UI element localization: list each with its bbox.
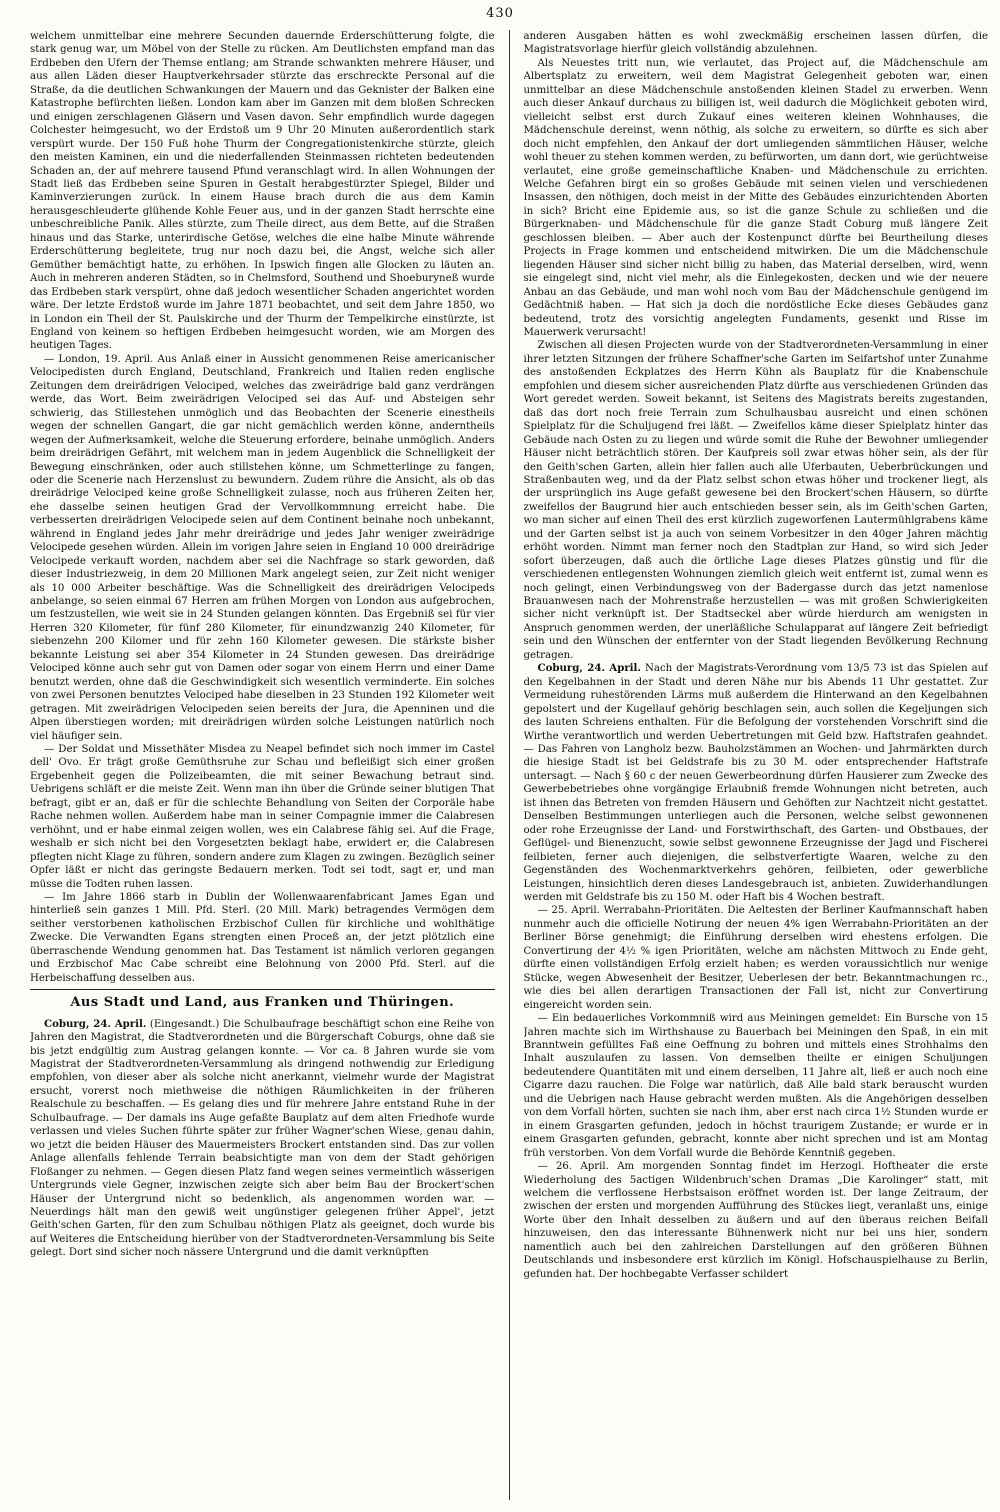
- column-separator: [509, 30, 510, 1500]
- dateline: Coburg, 24. April.: [44, 1017, 147, 1030]
- article-paragraph: [30, 1018, 495, 1260]
- article-paragraph: — 26. April. Am morgenden Sonntag findet im Herzogl. Hoftheater die erste Wiederholung des 5actigen Wildenbruch'schen Dramas „Die Karolinger“ statt, mit welchem die verflossene Herbstsaison eröffnet worden ist. Der lange Zeitraum, der zwischen der ersten und morgenden Aufführung des Stückes liegt, veranlaßt uns, einige Worte über den Inhalt desselben zu äußern und auf den überaus reichen Beifall hinzuweisen, den das interessante Bühnenwerk nicht nur bei uns hier, sondern namentlich auch bei den zahlreichen Darstellungen auf den größeren Bühnen Deutschlands und insbesondere erst kürzlich im Königl. Hofschauspielhause zu Berlin, gefunden hat. Der hochbegabte Verfasser schildert: [523, 1161, 988, 1280]
- section-divider: [30, 989, 495, 990]
- article-paragraph: [524, 662, 989, 904]
- article-paragraph: — 25. April. Werrabahn-Prioritäten. Die Aeltesten der Berliner Kaufmannschaft haben nunmehr auch die officielle Notirung der neuen 4% igen Werrabahn-Prioritäten an der Berliner Börse genehmigt; die Einführung derselben wird ehestens erfolgen. Die Convertirung der 4½ % igen Prioritäten, welche am nächsten Mittwoch zu Ende geht, dürfte einen vollständigen Erfolg erzielt haben; es werden voraussichtlich nur wenige Stücke, wegen Abwesenheit der Besitzer, Ueberlesen der betr. Bekanntmachungen rc., wie dies bei allen derartigen Transactionen der Fall ist, nicht zur Convertirung eingereicht worden sein.: [523, 905, 988, 1011]
- article-paragraph: welchem unmittelbar eine mehrere Secunden dauernde Erderschütterung folgte, die stark genug war, um Möbel von der Stelle zu rücken. Am Deutlichsten empfand man das Erdbeben den Ufern der Themse entlang; am Strande schwankten mehrere Häuser, und aus allen Läden dieser Hauptverkehrsader stürzte das erschreckte Personal auf die Straße, da die deutlichen Schwankungen der Mauern und das Geknister der Balken eine Katastrophe befürchten ließen. London kam aber im Ganzen mit dem bloßen Schrecken und einigen zerschlagenen Gläsern und Vasen davon. Sehr empfindlich wurde dagegen Colchester heimgesucht, wo der Erdstoß um 9 Uhr 20 Minuten außerordentlich stark verspürt wurde. Der 150 Fuß hohe Thurm der Congregationistenkirche stürzte, gleich den meisten Kaminen, ein und die niederfallenden Steinmassen richteten bedeutenden Schaden an, der auf mehrere tausend Pfund veranschlagt wird. In allen Wohnungen der Stadt ließ das Erdbeben seine Spuren in Gestalt herabgestürzter Spiegel, Bilder und Kaminverzierungen zurück. In einem Hause brach durch die aus dem Kamin herausgeschleuderte glühende Kohle Feuer aus, und in der ganzen Stadt herrschte eine unbeschreibliche Panik. Alles stürzte, zum Theile direct, aus dem Bette, auf die Straßen hinaus und das Starke, unterirdische Getöse, welches die eine halbe Minute währende Erderschütterung begleitete, trug nur noch dazu bei, die Angst, welche sich aller Gemüther bemächtigt hatte, zu erhöhen. In Ipswich fingen alle Glocken zu läuten an. Auch in mehreren anderen Städten, so in Chelmsford, Southend und Shoeburyneß wurde das Erdbeben stark verspürt, ohne daß jedoch wesentlicher Schaden angerichtet worden wäre. Der letzte Erdstoß wurde im Jahre 1871 beobachtet, und seit dem Jahre 1850, wo in London ein Theil der St. Paulskirche und der Thurm der Tempelkirche einstürzte, ist England von keinem so heftigen Erdbeben heimgesucht worden, wie am Morgen des heutigen Tages.: [30, 31, 495, 352]
- article-paragraph: — Der Soldat und Missethäter Misdea zu Neapel befindet sich noch immer im Castel dell' Ovo. Er trägt große Gemüthsruhe zur Schau und befleißigt sich einer großen Ergebenheit gegen die Polizeibeamten, die mit seiner Bewachung betraut sind. Uebrigens schläft er die meiste Zeit. Wenn man ihn über die Gründe seiner blutigen That befragt, gibt er an, daß er für die schlechte Behandlung von Seiten der Corporäle habe Rache nehmen wollen. Außerdem habe man in seiner Compagnie immer die Calabresen verhöhnt, und er habe einmal zeigen wollen, wes ein Calabrese fähig sei. Auf die Frage, weshalb er sich nicht bei den Vorgesetzten beklagt habe, erwidert er, die Calabresen pflegten nicht Klage zu führen, sondern andere zum Klagen zu zwingen. Bezüglich seiner Opfer läßt er nicht das geringste Bedauern merken. Todt sei todt, sagt er, und man müsse die Todten ruhen lassen.: [30, 744, 495, 890]
- section-title: Aus Stadt und Land, aus Franken und Thüringen.: [70, 995, 455, 1011]
- article-paragraph: — Ein bedauerliches Vorkommniß wird aus Meiningen gemeldet: Ein Bursche von 15 Jahren machte sich im Wirthshause zu Bauerbach bei Meiningen den Spaß, in ein mit Branntwein gefülltes Faß eine Oeffnung zu bohren und mittels eines Strohhalms den Inhalt auszulaufen zu lassen. Von demselben theilte er einigen Schuljungen bedeutendere Quantitäten mit und einem derselben, 11 Jahre alt, ließ er auch noch eine Cigarre dazu rauchen. Die Folge war natürlich, daß Alle bald stark berauscht wurden und die Uebrigen nach Hause gebracht werden mußten. Als die Angehörigen desselben von dem Vorfall hörten, suchten sie nach ihm, aber erst nach circa 1½ Stunden wurde er in einem Grasgarten gefunden, jedoch in höchst traurigem Zustande; er wurde er in einem Grasgarten gefunden, gebracht, konnte aber nicht sprechen und ist am Montag früh verstorben. Von dem Vorfall wurde die Behörde Kenntniß gegeben.: [523, 1013, 988, 1159]
- article-paragraph: anderen Ausgaben hätten es wohl zweckmäßig erscheinen lassen dürfen, die Magistratsvorlage hierfür gleich vollständig abzulehnen.: [523, 31, 988, 56]
- left-column: [30, 30, 495, 1500]
- article-paragraph: — London, 19. April. Aus Anlaß einer in Aussicht genommenen Reise americanischer Velocipedisten durch England, Deutschland, Frankreich und Italien reden englische Zeitungen dem dreirädrigen Velociped, welches das zweirädrige bald ganz verdrängen werde, das Wort. Beim zweirädrigen Velociped sei das Auf- und Absteigen sehr schwierig, das Stillestehen unmöglich und das Beobachten der Scenerie einestheils wegen der schnellen Gangart, die gar nicht gemächlich werden könne, anderntheils wegen der Aufmerksamkeit, welche die Steuerung erfordere, beinahe unmöglich. Anders beim dreirädrigen Gefährt, mit welchem man in jedem Augenblick die Schnelligkeit der Bewegung einschränken, oder auch stillstehen könne, um Schmetterlinge zu fangen, oder die Scenerie nach Herzenslust zu bewundern. Zudem rühre die Ansicht, als ob das dreirädrige Velociped keine große Schnelligkeit zulasse, noch aus früheren Zeiten her, ehe dasselbe seinen heutigen Grad der Vervollkommnung erreicht habe. Die verbesserten dreirädrigen Velocipede seien auf dem Continent beinahe noch unbekannt, während in England jedes Jahr mehr dreirädrige und jedes Jahr weniger zweirädrige Velocipede gesehen würden. Allein im vorigen Jahre seien in England 10 000 dreirädrige Velocipede verkauft worden, nachdem aber sei die Nachfrage so stark geworden, daß dieser Industriezweig, in dem 20 Millionen Mark angelegt seien, zur Zeit nicht weniger als 10 000 Arbeiter beschäftige. Was die Schnelligkeit des dreirädrigen Velocipeds anbelange, so seien einmal 67 Herren am frühen Morgen von London aus aufgebrochen, um festzustellen, wie weit sie in 24 Stunden gelangen könnten. Das Ergebniß sei für vier Herren 320 Kilometer, für fünf 280 Kilometer, für einundzwanzig 240 Kilometer, für siebenzehn 200 Kilomer und für zehn 160 Kilometer gewesen. Die stärkste bisher bekannte Leistung sei aber 354 Kilometer in 24 Stunden gewesen. Das dreirädrige Velociped könne auch sehr gut von Damen oder sogar von einem Herrn und einer Dame benutzt werden, ohne daß die Geschwindigkeit sich wesentlich verminderte. Ein solches von zwei Personen benutztes Velociped habe dieselben in 23 Stunden 192 Kilometer weit getragen. Mit zweirädrigen Velocipeden seien bereits der Jura, die Apenninen und die Alpen überstiegen worden; mit dreirädrigen würden solche Leistungen natürlich noch viel häufiger sein.: [30, 353, 495, 742]
- article-paragraph: Zwischen all diesen Projecten wurde von der Stadtverordneten-Versammlung in einer ihrer letzten Sitzungen der frühere Schaffner'sche Garten im Seifartshof unter Zunahme des anstoßenden Eckplatzes des Herrn Kühn als Bauplatz für die Knabenschule empfohlen und diesem sicher ausreichenden Platz dürfte aus verschiedenen Gründen das Wort geredet werden. Soweit bekannt, ist Seitens des Magistrats bereits zugestanden, daß das dort noch freie Terrain zum Schulhausbau ausreicht und einen schönen Spielplatz für die Schuljugend frei läßt. — Zweifellos käme dieser Spielplatz hinter das Gebäude nach Osten zu zu liegen und würde somit die Ruhe der Bewohner umliegender Häuser nicht beträchtlich stören. Der Kaufpreis soll zwar etwas höher sein, als der für den Geith'schen Garten, allein hier fallen auch alle Uferbauten, Ueberbrückungen und Straßenbauten weg, und da der Platz selbst schon etwas höher und trockener liegt, als der ursprünglich ins Auge gefaßt gewesene bei den Brockert'schen Häusern, so dürfte zweifellos der Baugrund hier auch entschieden besser sein, als im Geith'schen Garten, wo man sicher auf einen Theil des erst kürzlich zugeworfenen Lautermühlgrabens käme und der Garten selbst ist ja auch von seinem Vorbesitzer in den 40ger Jahren mächtig erhöht worden. Nimmt man ferner noch den Stadtplan zur Hand, so wird sich Jeder sofort überzeugen, daß auch die örtliche Lage dieses Platzes günstig und für die verschiedenen entlegensten Wohnungen ziemlich gleich weit entfernt ist, zumal wenn es noch gelingt, einen Verbindungsweg von der Badergasse durch das jetzt namenlose Brauanwesen nach der Mohrenstraße herzustellen — was mit großen Schwierigkeiten sicher nicht verknüpft ist. Der Stadtseckel aber würde hierdurch am wenigsten in Anspruch genommen werden, der unerläßliche Schulapparat auf längere Zeit befriedigt sein und den Wünschen der entfernter von der Stadt liegenden Bevölkerung Rechnung getragen.: [523, 340, 988, 661]
- page-number: 430: [486, 6, 514, 21]
- dateline: Coburg, 24. April.: [537, 662, 641, 675]
- article-body: (Eingesandt.) Die Schulbaufrage beschäftigt schon eine Reihe von Jahren den Magistrat, die Stadtverordneten und die Bürgerschaft Coburgs, ohne daß sie bis jetzt endgültig zum Austrag gelangen konnte. — Vor ca. 8 Jahren wurde sie vom Magistrat der Stadtverordneten-Versammlung als dringend nothwendig zur Erledigung empfohlen, von dieser aber als solche nicht anerkannt, vielmehr wurde der Magistrat ersucht, vorerst noch miethweise die nöthigen Räumlichkeiten in der früheren Realschule zu beschaffen. — Es gelang dies und für mehrere Jahre entstand Ruhe in der Schulbaufrage. — Der damals ins Auge gefaßte Bauplatz auf dem alten Friedhofe wurde verlassen und vieles Suchen führte später zur früher Wagner'schen Wiese, genau dahin, wo jetzt die beiden Häuser des Mauermeisters Brockert entstanden sind. Das zur vollen Anlage allenfalls fehlende Terrain beabsichtigte man von dem der Stadt gehörigen Floßanger zu nehmen. — Gegen diesen Platz fand wegen seines vermeintlich wässerigen Untergrunds viele Gegner, inzwischen zeigte sich aber beim Bau der Brockert'schen Häuser der Untergrund nicht so bedenklich, als angenommen worden war. — Neuerdings hält man den gewiß weit ungünstiger gelegenen früher Appel', jetzt Geith'schen Garten, für den zum Schulbau nöthigen Platz als geeignet, doch wurde bis auf Weiteres die Entscheidung hierüber von der Stadtverordneten-Versammlung bis Seite gelegt. Dort sind sicher noch nässere Untergrund und die damit verknüpften: [30, 1018, 495, 1259]
- article-body: Nach der Magistrats-Verordnung vom 13/5 73 ist das Spielen auf den Kegelbahnen in der Stadt und deren Nähe nur bis Abends 11 Uhr gestattet. Zur Vermeidung ruhestörenden Lärms muß außerdem die Hinterwand an den Kegelbahnen gepolstert und der Kugellauf gehörig beschlagen sein, auch sollen die Kegeljungen sich des lauten Schreiens enthalten. Für die Befolgung der vorstehenden Vorschrift sind die Wirthe verantwortlich und werden Uebertretungen mit Geld bzw. Haftstrafen geahndet. — Das Fahren von Langholz bezw. Bauholzstämmen an Wochen- und Jahrmärkten durch die hiesige Stadt ist bei Geldstrafe bis zu 30 M. oder entsprechender Haftstrafe untersagt. — Nach § 60 c der neuen Gewerbeordnung dürfen Hausierer zum Zwecke des Gewerbebetriebes ohne vorgängige Erlaubniß fremde Wohnungen nicht betreten, auch ist ihnen das Betreten von fremden Häusern und Gehöften zur Nachtzeit nicht gestattet. Denselben Bestimmungen unterliegen auch die Personen, welche selbst gewonnenen oder rohe Erzeugnisse der Land- und Forstwirthschaft, des Garten- und Obstbaues, der Geflügel- und Bienenzucht, sowie selbst gewonnene Erzeugnisse der Jagd und Fischerei feilbieten, ferner auch diejenigen, die selbstverfertigte Waaren, welche zu den Gegenständen des Wochenmarktverkehrs gehören, feilbieten, oder gewerbliche Leistungen, hinsichtlich deren dieses Landesgebrauch ist, anbieten. Zuwiderhandlungen werden mit Geldstrafe bis zu 150 M. oder Haft bis 4 Wochen bestraft.: [523, 663, 988, 903]
- columns: [30, 30, 988, 1500]
- article-paragraph: Als Neuestes tritt nun, wie verlautet, das Project auf, die Mädchenschule am Albertsplatz zu erweitern, weil dem Magistrat Gelegenheit geboten war, einen unmittelbar an diese Mädchenschule anstoßenden kleinen Stadel zu erwerben. Wenn auch dieser Ankauf durchaus zu billigen ist, weil dadurch die Möglichkeit geboten wird, vielleicht selbst erst durch Zukauf eines weiteren kleinen Wohnhauses, die Mädchenschule dereinst, wenn nöthig, als solche zu erweitern, so dürfte es sich aber doch nicht empfehlen, den Ankauf der dort umliegenden sämmtlichen Häuser, welche wohl theuer zu stehen kommen werden, zu befürworten, um dann dort, wie gerüchtweise verlautet, eine große gemeinschaftliche Knaben- und Mädchenschule zu errichten. Welche Gefahren birgt ein so großes Gebäude mit seinen vielen und verschiedenen Insassen, den nöthigen, doch meist in der Mitte des Gebäudes einzurichtenden Aborten in sich? Bricht eine Epidemie aus, so ist die ganze Schule zu schließen und die Bürgerknaben- und Mädchenschule für die ganze Stadt Coburg muß längere Zeit geschlossen bleiben. — Aber auch der Kostenpunct dürfte bei Beurtheilung dieses Projects in Frage kommen und entscheidend mitwirken. Die um die Mädchenschule liegenden Häuser sind sicher nicht billig zu haben, das Material derselben, wird, wenn sie eingelegt sind, nicht viel mehr, als die Einlegekosten, decken und wie der neuere Anbau an das Gebäude, und man wohl noch vom Bau der Mädchenschule genügend im Gedächtniß haben. — Hat sich ja doch die nordöstliche Ecke dieses Gebäudes ganz bedeutend, trotz des vorsichtig angelegten Fundaments, gesenkt und Risse im Mauerwerk verursacht!: [523, 57, 988, 338]
- article-paragraph: — Im Jahre 1866 starb in Dublin der Wollenwaarenfabricant James Egan und hinterließ sein ganzes 1 Mill. Pfd. Sterl. (20 Mill. Mark) betragendes Vermögen dem seither verstorbenen katholischen Erzbischof Cullen für kirchliche und wohlthätige Zwecke. Die Verwandten Egans strengten einen Proceß an, der jetzt plötzlich eine überraschende Wendung genommen hat. Das Testament ist nämlich verloren gegangen und Erzbischof Mac Cabe schreibt eine Belohnung von 2000 Pfd. Sterl. auf die Herbeischaffung desselben aus.: [30, 892, 495, 984]
- right-column: [524, 30, 989, 1500]
